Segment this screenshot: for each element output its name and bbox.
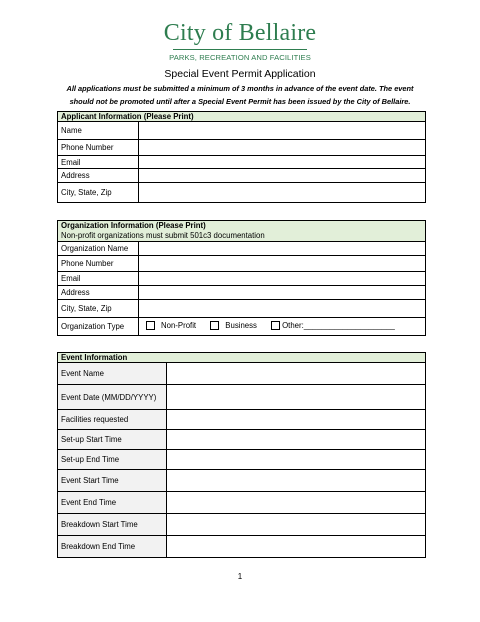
field-label: City, State, Zip: [58, 300, 139, 318]
logo-subtitle: PARKS, RECREATION AND FACILITIES: [169, 53, 311, 62]
applicant-city-state-zip-input[interactable]: [139, 183, 426, 203]
option-label: Non-Profit: [161, 321, 197, 330]
organization-phone-input[interactable]: [139, 256, 426, 272]
field-label: Event Date (MM/DD/YYYY): [58, 385, 167, 410]
field-label: Phone Number: [58, 256, 139, 272]
applicant-email-input[interactable]: [139, 156, 426, 169]
organization-email-input[interactable]: [139, 272, 426, 286]
business-checkbox[interactable]: [210, 321, 219, 330]
organization-header: [58, 221, 426, 242]
page-number: 1: [237, 572, 243, 581]
field-label: Name: [58, 122, 139, 140]
organization-type-options: [139, 318, 426, 336]
applicant-address-input[interactable]: [139, 169, 426, 183]
field-label: Organization Type: [58, 318, 139, 336]
event-name-input[interactable]: [167, 363, 426, 385]
applicant-header: Applicant Information (Please Print): [58, 112, 426, 122]
setup-start-time-input[interactable]: [167, 430, 426, 450]
field-label: Set-up Start Time: [58, 430, 167, 450]
organization-header-title: Organization Information (Please Print): [61, 221, 206, 230]
applicant-name-input[interactable]: [139, 122, 426, 140]
field-label: Breakdown End Time: [58, 536, 167, 558]
field-label: Email: [58, 272, 139, 286]
option-non-profit[interactable]: [146, 321, 196, 330]
event-date-input[interactable]: [167, 385, 426, 410]
setup-end-time-input[interactable]: [167, 450, 426, 470]
event-start-time-input[interactable]: [167, 470, 426, 492]
breakdown-end-time-input[interactable]: [167, 536, 426, 558]
field-label: Set-up End Time: [58, 450, 167, 470]
field-label: Email: [58, 156, 139, 169]
facilities-requested-input[interactable]: [167, 410, 426, 430]
event-header: Event Information: [58, 353, 426, 363]
option-business[interactable]: [210, 321, 257, 330]
document-title: Special Event Permit Application: [164, 68, 316, 80]
option-label: Other:_____________________: [282, 321, 395, 330]
event-end-time-input[interactable]: [167, 492, 426, 514]
field-label: Address: [58, 169, 139, 183]
logo-divider: [173, 49, 307, 50]
option-other[interactable]: [271, 321, 395, 330]
field-label: Phone Number: [58, 140, 139, 156]
field-label: Event Start Time: [58, 470, 167, 492]
breakdown-start-time-input[interactable]: [167, 514, 426, 536]
field-label: Facilities requested: [58, 410, 167, 430]
event-section: [57, 352, 426, 558]
field-label: Event Name: [58, 363, 167, 385]
field-label: City, State, Zip: [58, 183, 139, 203]
field-label: Address: [58, 286, 139, 300]
organization-address-input[interactable]: [139, 286, 426, 300]
organization-city-state-zip-input[interactable]: [139, 300, 426, 318]
organization-section: [57, 220, 426, 336]
applicant-section: [57, 111, 426, 203]
field-label: Event End Time: [58, 492, 167, 514]
organization-name-input[interactable]: [139, 242, 426, 256]
non-profit-checkbox[interactable]: [146, 321, 155, 330]
applicant-phone-input[interactable]: [139, 140, 426, 156]
other-checkbox[interactable]: [271, 321, 280, 330]
submission-notice: All applications must be submitted a minimum of 3 months in advance of the event date. The event should not be promoted until after a Special Event Permit has been issued by the City of Bellaire.: [66, 84, 414, 106]
field-label: Organization Name: [58, 242, 139, 256]
logo-title: City of Bellaire: [163, 20, 317, 46]
field-label: Breakdown Start Time: [58, 514, 167, 536]
option-label: Business: [225, 321, 257, 330]
organization-header-note: Non-profit organizations must submit 501c3 documentation: [61, 231, 265, 240]
